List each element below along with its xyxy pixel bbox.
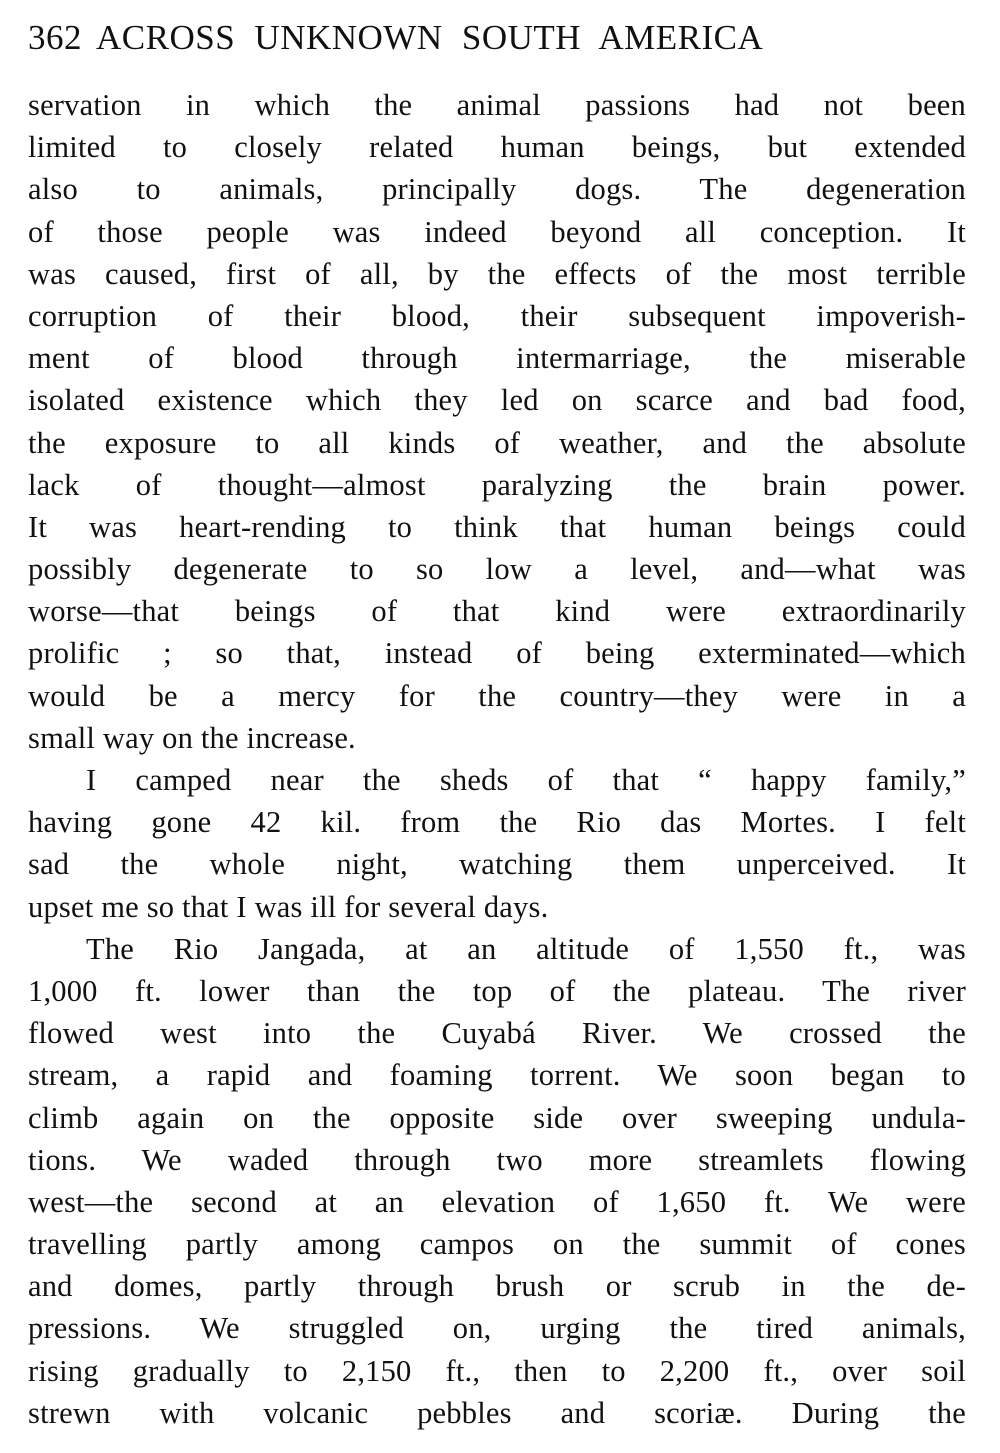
text-line: having gone 42 kil. from the Rio das Mortes. I felt xyxy=(28,805,966,840)
text-line: ment of blood through intermarriage, the miserable xyxy=(28,341,966,376)
paragraph-start-line: I camped near the sheds of that “ happy family,” xyxy=(86,763,966,797)
text-line: corruption of their blood, their subsequent impoverish- xyxy=(28,298,966,333)
text-line: west—the second at an elevation of 1,650 ft. We were xyxy=(28,1184,966,1219)
text-line: 1,000 ft. lower than the top of the plateau. The river xyxy=(28,973,966,1008)
text-line: pressions. We struggled on, urging the tired animals, xyxy=(28,1311,966,1346)
text-line: It was heart-rending to think that human beings could xyxy=(28,509,966,544)
running-title: ACROSS UNKNOWN SOUTH AMERICA xyxy=(96,18,764,57)
text-line: lack of thought—almost paralyzing the brain power. xyxy=(28,467,966,502)
text-line: and domes, partly through brush or scrub in the de- xyxy=(28,1269,966,1304)
paragraph-start-line: The Rio Jangada, at an altitude of 1,550 ft., was xyxy=(86,931,966,966)
text-line: small way on the increase. xyxy=(28,720,356,755)
text-line: worse—that beings of that kind were extraordinarily xyxy=(28,594,966,629)
text-line: prolific ; so that, instead of being exterminated—which xyxy=(28,636,966,671)
text-line: would be a mercy for the country—they were in a xyxy=(28,678,966,713)
text-line: tions. We waded through two more streamlets flowing xyxy=(28,1142,966,1177)
text-line: climb again on the opposite side over sweeping undula- xyxy=(28,1100,966,1135)
book-page xyxy=(28,18,966,1434)
page-number: 362 xyxy=(28,18,82,57)
running-header xyxy=(28,18,966,66)
text-line: servation in which the animal passions had not been xyxy=(28,88,966,122)
text-line: possibly degenerate to so low a level, and—what was xyxy=(28,552,966,587)
text-line: limited to closely related human beings, but extended xyxy=(28,130,966,165)
text-line: strewn with volcanic pebbles and scoriæ. During the xyxy=(28,1395,966,1430)
text-line: sad the whole night, watching them unperceived. It xyxy=(28,847,966,882)
text-line: the exposure to all kinds of weather, and the absolute xyxy=(28,425,966,460)
text-line: was caused, first of all, by the effects of the most terrible xyxy=(28,256,966,291)
text-line: also to animals, principally dogs. The degeneration xyxy=(28,172,966,207)
text-line: travelling partly among campos on the summit of cones xyxy=(28,1227,966,1262)
text-line: isolated existence which they led on scarce and bad food, xyxy=(28,383,966,418)
text-line: flowed west into the Cuyabá River. We crossed the xyxy=(28,1016,966,1051)
text-line: rising gradually to 2,150 ft., then to 2,200 ft., over soil xyxy=(28,1353,966,1388)
text-line: stream, a rapid and foaming torrent. We soon began to xyxy=(28,1058,966,1093)
text-line: upset me so that I was ill for several days. xyxy=(28,889,549,924)
body-text xyxy=(28,84,966,1434)
text-line: of those people was indeed beyond all conception. It xyxy=(28,214,966,249)
